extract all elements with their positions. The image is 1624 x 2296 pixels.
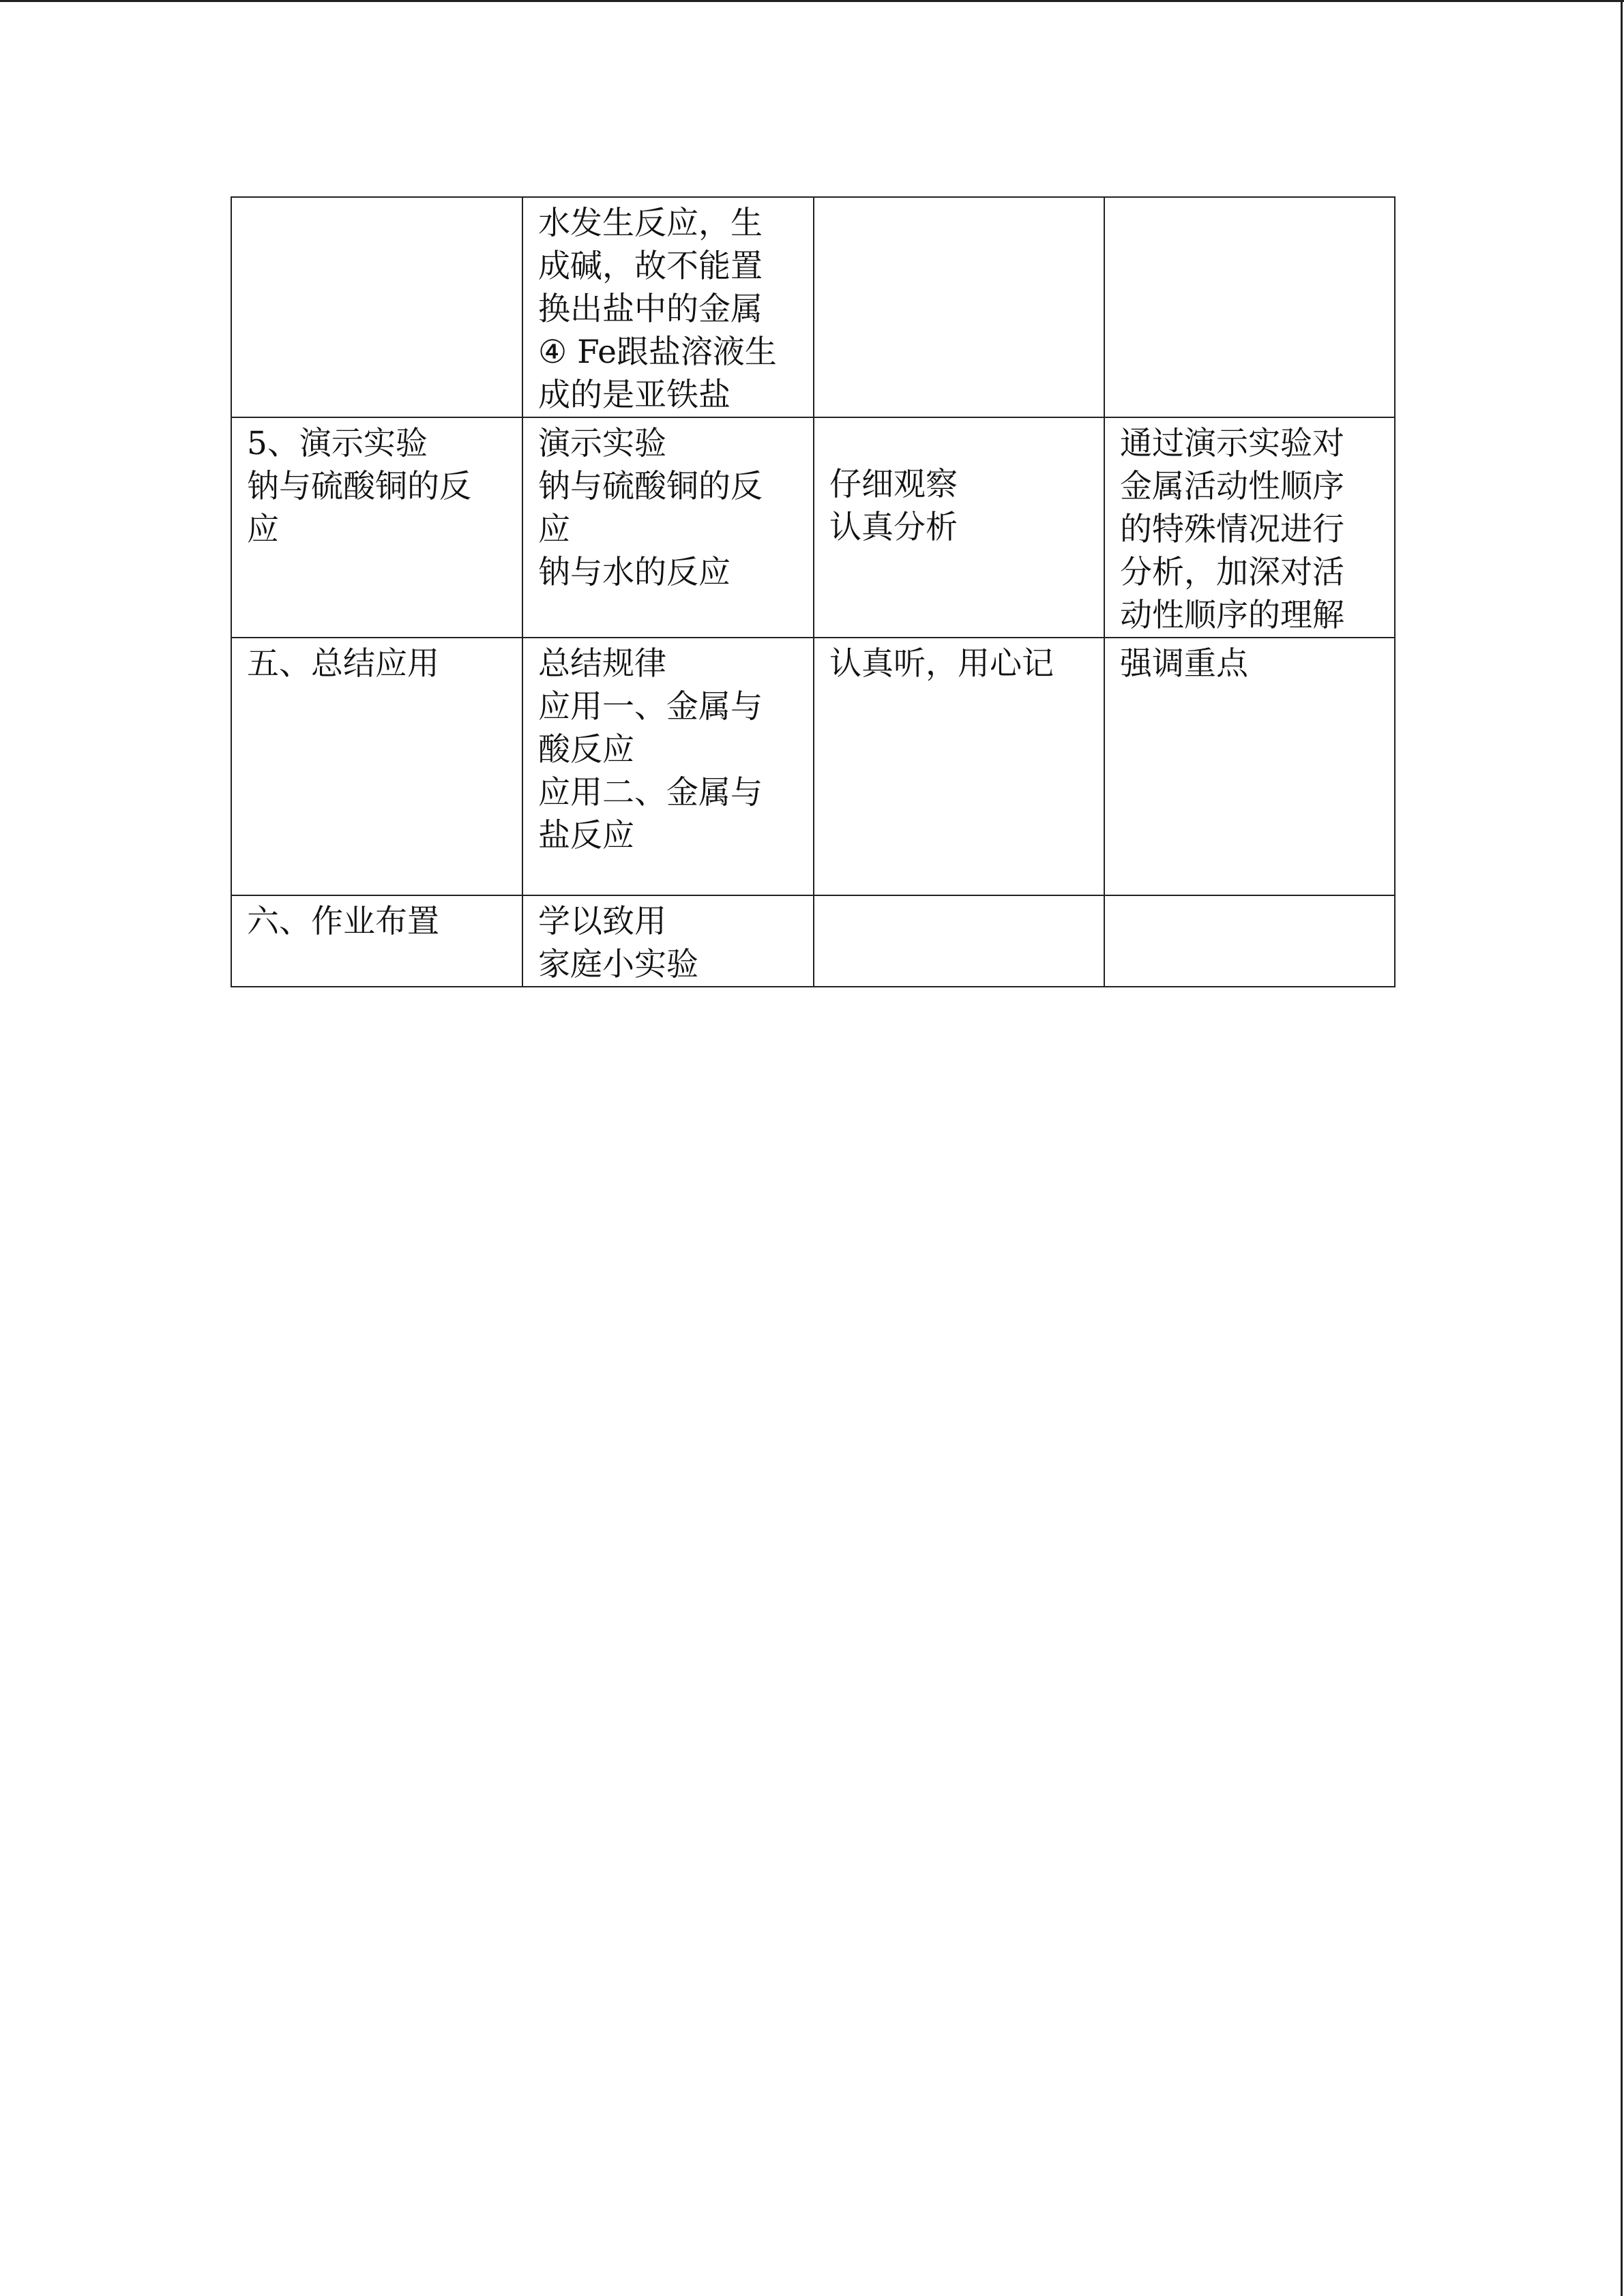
cell-line: 5、演示实验 bbox=[247, 425, 428, 462]
cell-line: 认真听，用心记 bbox=[829, 645, 1054, 683]
cell-line: 盐反应 bbox=[538, 817, 634, 854]
student-activity-cell bbox=[814, 895, 1104, 987]
cell-line: 钠与硫酸铜的反 bbox=[538, 468, 763, 505]
stage-cell bbox=[231, 197, 522, 417]
cell-line: 钠与硫酸铜的反 bbox=[247, 468, 471, 505]
cell-line: 演示实验 bbox=[538, 425, 666, 462]
design-intent-cell bbox=[1104, 895, 1395, 987]
table-row bbox=[231, 197, 1395, 417]
teacher-activity-cell bbox=[522, 638, 814, 895]
design-intent-cell bbox=[1104, 197, 1395, 417]
cell-line: 成碱，故不能置 bbox=[538, 248, 763, 285]
student-activity-cell bbox=[814, 417, 1104, 638]
cell-line: 金属活动性顺序 bbox=[1120, 468, 1344, 505]
cell-line: 钠与水的反应 bbox=[538, 554, 730, 591]
design-intent-cell bbox=[1104, 638, 1395, 895]
teacher-activity-cell bbox=[522, 417, 814, 638]
cell-line: 五、总结应用 bbox=[247, 645, 439, 683]
student-activity-cell bbox=[814, 197, 1104, 417]
cell-line: 的特殊情况进行 bbox=[1120, 511, 1344, 548]
cell-line: 总结规律 bbox=[538, 645, 666, 683]
page-border-right bbox=[1621, 0, 1623, 2296]
cell-line: 强调重点 bbox=[1120, 645, 1248, 683]
stage-cell bbox=[231, 417, 522, 638]
cell-line: 通过演示实验对 bbox=[1120, 425, 1344, 462]
stage-cell bbox=[231, 895, 522, 987]
page-border-top bbox=[0, 0, 1624, 2]
cell-line: 分析，加深对活 bbox=[1120, 554, 1344, 591]
student-activity-cell bbox=[814, 638, 1104, 895]
cell-line: 认真分析 bbox=[829, 508, 958, 546]
cell-line: 六、作业布置 bbox=[247, 903, 439, 940]
table-row bbox=[231, 417, 1395, 638]
teacher-activity-cell bbox=[522, 895, 814, 987]
cell-line: 应 bbox=[247, 511, 279, 548]
cell-line: 应用二、金属与 bbox=[538, 774, 763, 811]
teacher-activity-cell bbox=[522, 197, 814, 417]
cell-line: 换出盐中的金属 bbox=[538, 290, 763, 328]
cell-line: 应用一、金属与 bbox=[538, 688, 763, 726]
table-row bbox=[231, 895, 1395, 987]
table-row bbox=[231, 638, 1395, 895]
cell-line: 家庭小实验 bbox=[538, 946, 698, 983]
cell-line: 成的是亚铁盐 bbox=[538, 376, 730, 414]
lesson-plan-table bbox=[231, 196, 1396, 987]
cell-line: 仔细观察 bbox=[829, 465, 958, 503]
cell-line: 酸反应 bbox=[538, 731, 634, 769]
cell-line: 应 bbox=[538, 511, 570, 548]
cell-line: 动性顺序的理解 bbox=[1120, 597, 1344, 634]
cell-line: 学以致用 bbox=[538, 903, 666, 940]
stage-cell bbox=[231, 638, 522, 895]
cell-line: ④ Fe跟盐溶液生 bbox=[538, 333, 777, 371]
design-intent-cell bbox=[1104, 417, 1395, 638]
cell-line: 水发生反应，生 bbox=[538, 205, 763, 242]
